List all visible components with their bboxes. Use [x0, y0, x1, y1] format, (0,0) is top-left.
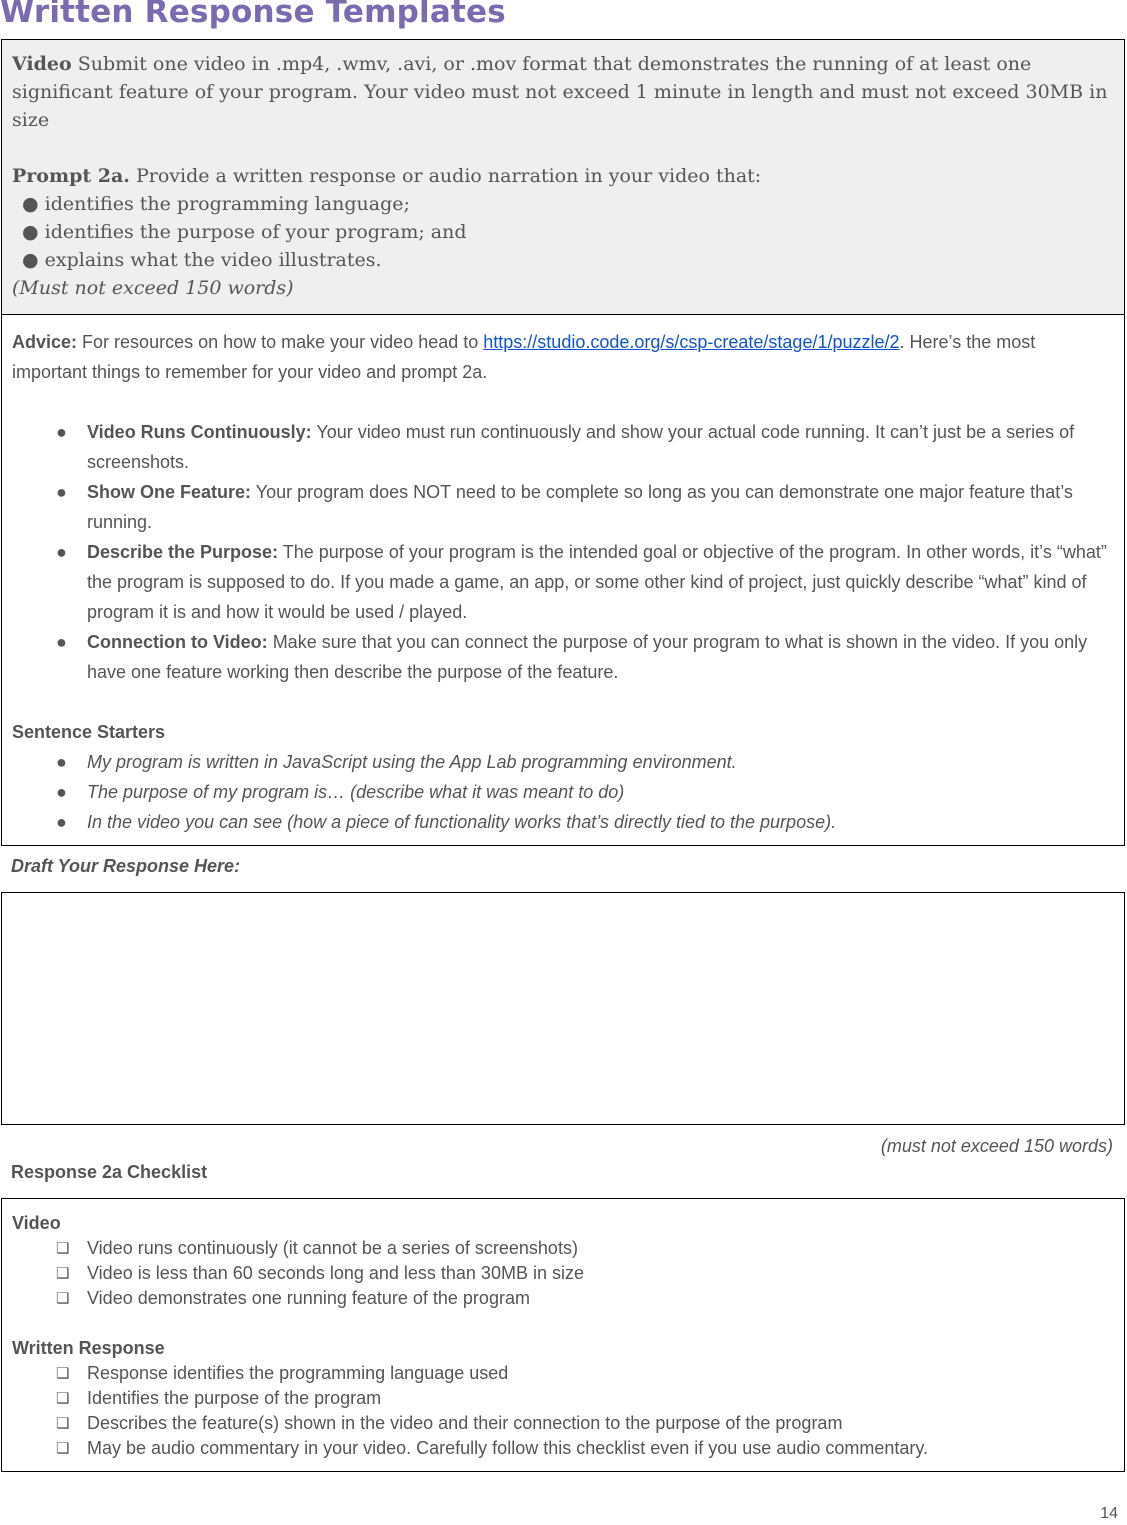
starter-text: My program is written in JavaScript using the App Lab programming environment.: [87, 752, 737, 772]
advice-box: [1, 314, 1125, 846]
starter-text: In the video you can see (how a piece of functionality works that’s directly tied to the purpose).: [87, 812, 837, 832]
checkbox-icon[interactable]: ❏: [56, 1240, 70, 1257]
prompt-bullet: ● identifies the purpose of your program; and: [22, 221, 467, 243]
bullet-icon: ●: [56, 482, 67, 502]
tip-item: [12, 627, 1114, 687]
bullet-icon: ●: [56, 782, 67, 802]
prompt-bullet: ● identifies the programming language;: [22, 193, 410, 215]
advice-label: Advice:: [12, 332, 78, 352]
bullet-icon: ●: [56, 422, 67, 442]
advice-text: For resources on how to make your video head to: [82, 332, 479, 352]
bullet-icon: ●: [56, 632, 67, 652]
checkbox-icon[interactable]: ❏: [56, 1415, 70, 1432]
bullet-icon: ●: [56, 752, 67, 772]
prompt-bullet: ● explains what the video illustrates.: [22, 249, 382, 271]
starter-item: [12, 777, 1114, 807]
checklist-written-label: Written Response: [12, 1338, 165, 1358]
checklist-item-text: Video runs continuously (it cannot be a series of screenshots): [87, 1238, 578, 1258]
prompt-label: Prompt 2a.: [12, 165, 130, 187]
page-title: Written Response Templates: [0, 0, 506, 30]
checklist-item: [12, 1436, 1114, 1461]
prompt-box: [1, 39, 1125, 315]
checkbox-icon[interactable]: ❏: [56, 1390, 70, 1407]
tip-text: Your program does NOT need to be complete so long as you can demonstrate one major feature that’s running.: [87, 482, 1073, 532]
checklist-item: [12, 1261, 1114, 1286]
video-label: Video: [12, 53, 72, 75]
prompt-2a: [12, 162, 1114, 190]
draft-response-area[interactable]: [1, 892, 1125, 1125]
tip-item: [12, 537, 1114, 627]
checklist-item-text: Describes the feature(s) shown in the video and their connection to the purpose of the program: [87, 1413, 843, 1433]
checklist-item-text: Video is less than 60 seconds long and less than 30MB in size: [87, 1263, 584, 1283]
checklist-item-text: Response identifies the programming language used: [87, 1363, 509, 1383]
starter-text: The purpose of my program is… (describe what it was meant to do): [87, 782, 625, 802]
checkbox-icon[interactable]: ❏: [56, 1290, 70, 1307]
checklist-video-label: Video: [12, 1213, 61, 1233]
prompt-text: Provide a written response or audio narration in your video that:: [135, 165, 762, 187]
checklist-item: [12, 1286, 1114, 1311]
checkbox-icon[interactable]: ❏: [56, 1265, 70, 1282]
checklist-box: [1, 1198, 1125, 1472]
tip-text: The purpose of your program is the intended goal or objective of the program. In other words, it’s “what” the program is supposed to do. If you made a game, an app, or some other kind of project, just quickly describe “what” kind of program it is and how it would be used / played.: [87, 542, 1107, 622]
resource-link[interactable]: https://studio.code.org/s/csp-create/stage/1/puzzle/2: [483, 332, 900, 352]
tip-item: [12, 417, 1114, 477]
checklist-item: [12, 1411, 1114, 1436]
tip-label: Show One Feature:: [87, 482, 252, 502]
bullet-icon: ●: [56, 812, 67, 832]
checkbox-icon[interactable]: ❏: [56, 1365, 70, 1382]
tip-text: Your video must run continuously and show your actual code running. It can’t just be a series of screenshots.: [87, 422, 1075, 472]
tip-label: Connection to Video:: [87, 632, 268, 652]
prompt-word-limit: (Must not exceed 150 words): [12, 277, 294, 299]
checklist-item: [12, 1386, 1114, 1411]
tip-item: [12, 477, 1114, 537]
draft-label: Draft Your Response Here:: [11, 856, 241, 876]
checklist-item: [12, 1236, 1114, 1261]
starter-item: [12, 807, 1114, 837]
advice-intro: [12, 327, 1114, 387]
sentence-starters-heading: [12, 717, 1114, 747]
checklist-item: [12, 1361, 1114, 1386]
tip-label: Video Runs Continuously:: [87, 422, 312, 442]
checklist-title: Response 2a Checklist: [11, 1162, 208, 1182]
checklist-item-text: Identifies the purpose of the program: [87, 1388, 382, 1408]
starters-label: Sentence Starters: [12, 722, 166, 742]
video-text: Submit one video in .mp4, .wmv, .avi, or .mov format that demonstrates the running of at least one significant feature of your program. Your video must not exceed 1 minute in length and must not exceed 30MB in size: [12, 53, 1108, 131]
tip-label: Describe the Purpose:: [87, 542, 279, 562]
advice-text-after: . Here’s the most important things to remember for your video and prompt 2a.: [12, 332, 1036, 382]
checklist-item-text: Video demonstrates one running feature of the program: [87, 1288, 530, 1308]
checklist-item-text: May be audio commentary in your video. Carefully follow this checklist even if you use audio commentary.: [87, 1438, 929, 1458]
tip-text: Make sure that you can connect the purpose of your program to what is shown in the video. If you only have one feature working then describe the purpose of the feature.: [87, 632, 1088, 682]
starter-item: [12, 747, 1114, 777]
word-limit-note: (must not exceed 150 words): [880, 1136, 1113, 1156]
bullet-icon: ●: [56, 542, 67, 562]
checkbox-icon[interactable]: ❏: [56, 1440, 70, 1457]
page-number: 14: [1100, 1505, 1118, 1522]
video-requirement: [12, 50, 1114, 134]
